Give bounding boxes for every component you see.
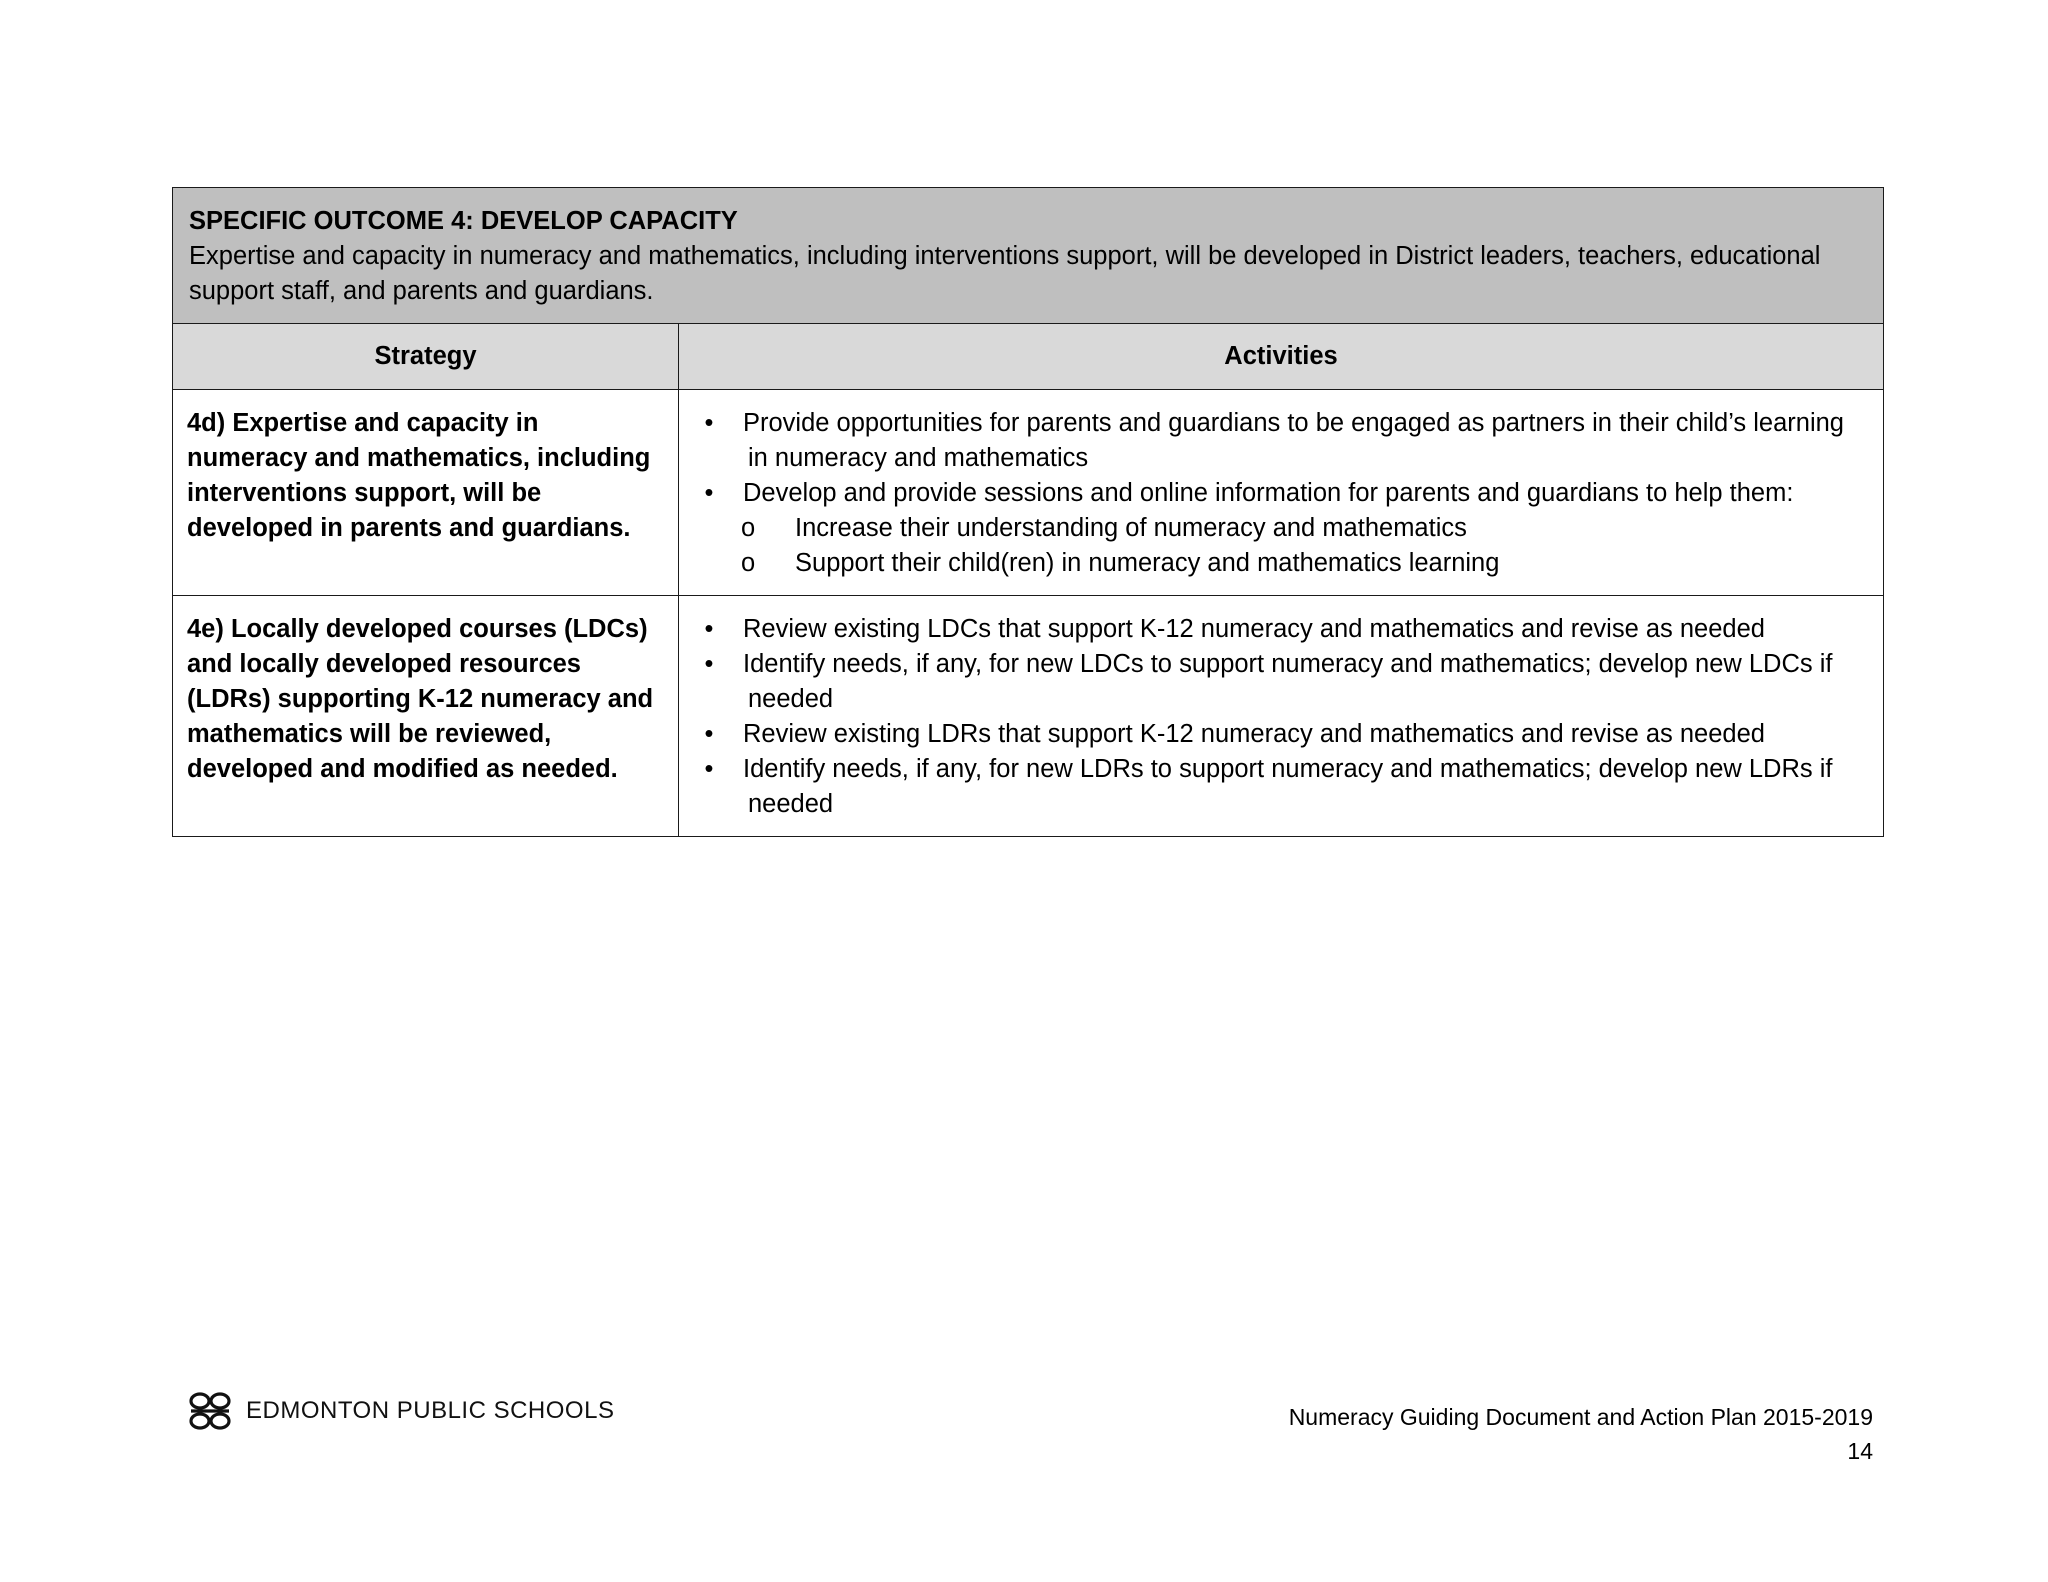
eps-logo-icon [186, 1391, 236, 1431]
activity-item: • Review existing LDRs that support K-12 numeracy and mathematics and revise as needed [693, 717, 1869, 752]
page-number: 14 [1847, 1438, 1873, 1464]
sub-activity-item: o Support their child(ren) in numeracy and mathematics learning [693, 546, 1869, 581]
circle-bullet-icon: o [741, 514, 756, 542]
activities-column-header: Activities [679, 324, 1884, 390]
bullet-icon: • [704, 615, 714, 643]
table-row [173, 596, 1884, 837]
outcome-description: Expertise and capacity in numeracy and mathematics, including interventions support, will be developed in District leaders, teachers, educational support staff, and parents and guardians. [189, 242, 1821, 305]
bullet-icon: • [704, 409, 714, 437]
bullet-icon: • [704, 479, 714, 507]
activity-list [693, 612, 1869, 822]
footer-document-info [1289, 1400, 1873, 1468]
activity-item: • Review existing LDCs that support K-12 numeracy and mathematics and revise as needed [693, 612, 1869, 647]
activities-cell [679, 390, 1884, 596]
table-row [173, 390, 1884, 596]
outcome-title: SPECIFIC OUTCOME 4: DEVELOP CAPACITY [189, 207, 738, 235]
activity-list [693, 406, 1869, 511]
school-logo [186, 1391, 614, 1431]
strategy-column-header: Strategy [173, 324, 679, 390]
outcome-header [173, 188, 1884, 324]
sub-activity-list [693, 511, 1869, 581]
organization-name: EDMONTON PUBLIC SCHOOLS [246, 1397, 615, 1424]
strategy-cell: 4e) Locally developed courses (LDCs) and locally developed resources (LDRs) supporting K-12 numeracy and mathematics will be reviewed, developed and modified as needed. [173, 596, 679, 837]
activity-item: • Develop and provide sessions and online information for parents and guardians to help them: [693, 476, 1869, 511]
bullet-icon: • [704, 755, 714, 783]
outcome-table [172, 187, 1884, 837]
circle-bullet-icon: o [741, 549, 756, 577]
bullet-icon: • [704, 650, 714, 678]
activity-item: • Identify needs, if any, for new LDRs to support numeracy and mathematics; develop new LDRs if needed [693, 752, 1869, 822]
strategy-cell: 4d) Expertise and capacity in numeracy and mathematics, including interventions support, will be developed in parents and guardians. [173, 390, 679, 596]
activities-cell [679, 596, 1884, 837]
bullet-icon: • [704, 720, 714, 748]
activity-item: • Provide opportunities for parents and guardians to be engaged as partners in their child’s learning in numeracy and mathematics [693, 406, 1869, 476]
activity-item: • Identify needs, if any, for new LDCs to support numeracy and mathematics; develop new LDCs if needed [693, 647, 1869, 717]
sub-activity-item: o Increase their understanding of numeracy and mathematics [693, 511, 1869, 546]
document-title: Numeracy Guiding Document and Action Plan 2015-2019 [1288, 1404, 1873, 1430]
